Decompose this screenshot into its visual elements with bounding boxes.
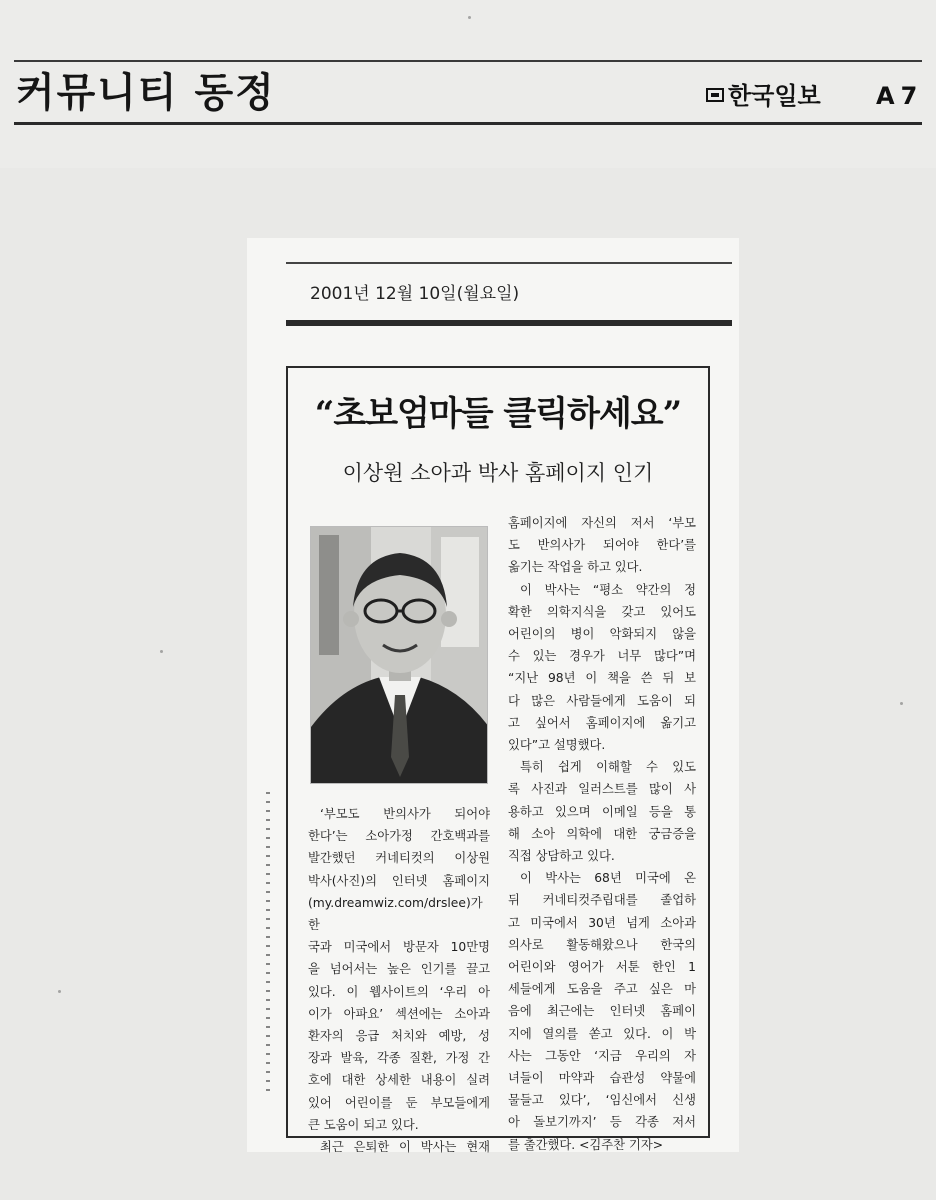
article-line: 록 사진과 일러스트를 많이 사 <box>508 782 696 797</box>
article-line: 용하고 있으며 이메일 등을 통 <box>508 804 696 819</box>
article-line: 녀들이 마약과 습관성 약물에 <box>508 1071 696 1086</box>
perforation-marks <box>266 792 270 1092</box>
article-line: 확한 의학지식을 갖고 있어도 <box>508 604 696 619</box>
article-line: 을 넘어서는 높은 인기를 끌고 <box>308 962 490 977</box>
article-line: 물들고 있다’, ‘임신에서 신생 <box>508 1093 696 1108</box>
date-rule-top <box>286 262 732 264</box>
article-line: (my.dreamwiz.com/drslee)가 한 <box>308 895 483 933</box>
article-right-column <box>508 512 696 1156</box>
article-line: 있다”고 설명했다. <box>508 738 606 753</box>
article-line: 있다. 이 웹사이트의 ‘우리 아 <box>308 984 490 999</box>
article-line: 수 있는 경우가 너무 많다”며 <box>508 649 696 664</box>
article-line: 큰 도움이 되고 있다. <box>308 1117 419 1132</box>
article-subhead: 이상원 소아과 박사 홈페이지 인기 <box>342 461 654 485</box>
article-line: 음에 최근에는 인터넷 홈페이 <box>508 1004 696 1019</box>
article-line: 호에 대한 상세한 내용이 실려 <box>308 1073 490 1088</box>
article-line: 박사(사진)의 인터넷 홈페이지 <box>308 873 490 888</box>
article-line: 특히 쉽게 이해할 수 있도 <box>520 760 696 775</box>
page-number: A7 <box>876 82 924 110</box>
article-line: 이가 아파요’ 섹션에는 소아과 <box>308 1006 490 1021</box>
article-line: 사는 그동안 ‘지금 우리의 자 <box>508 1048 696 1063</box>
article-line: 직접 상담하고 있다. <box>508 849 615 864</box>
article-line: 해 소아 의학에 대한 궁금증을 <box>508 826 696 841</box>
article-line: 한다’는 소아가정 간호백과를 <box>308 829 490 844</box>
dust-speck <box>160 650 163 653</box>
article-byline-line: 를 출간했다. <김주찬 기자> <box>508 1137 664 1152</box>
article-line: 의사로 활동해왔으나 한국의 <box>508 937 696 952</box>
article-line: 옮기는 작업을 하고 있다. <box>508 560 643 575</box>
article-line: 환자의 응급 처치와 예방, 성 <box>308 1029 490 1044</box>
article-line: 도 반의사가 되어야 한다’를 <box>508 538 696 553</box>
article-line: 아 돌보기까지’ 등 각종 저서 <box>508 1115 696 1130</box>
header-rule-top <box>14 60 922 62</box>
article-line: 이 박사는 “평소 약간의 정 <box>520 582 696 597</box>
portrait-illustration <box>311 527 488 784</box>
article-line: 지에 열의를 쏟고 있다. 이 박 <box>508 1026 696 1041</box>
article-line: 최근 은퇴한 이 박사는 현재 <box>320 1140 490 1155</box>
article-line: 장과 발육, 각종 질환, 가정 간 <box>308 1051 490 1066</box>
portrait-photo <box>310 526 488 784</box>
article-headline: “초보엄마들 클릭하세요” <box>314 394 682 434</box>
article-line: 뒤 커네티컷주립대를 졸업하 <box>508 893 696 908</box>
dust-speck <box>58 990 61 993</box>
article-line: 이 박사는 68년 미국에 온 <box>520 871 696 886</box>
article-line: 어린이의 병이 악화되지 않을 <box>508 627 696 642</box>
article-line: 고 싶어서 홈페이지에 옮기고 <box>508 715 696 730</box>
article-line: 발간했던 커네티컷의 이상원 <box>308 851 490 866</box>
article-line: 고 미국에서 30년 넘게 소아과 <box>508 915 696 930</box>
article-line: 어린이와 영어가 서툰 한인 1 <box>508 960 696 975</box>
article-line: “지난 98년 이 책을 쓴 뒤 보 <box>508 671 696 686</box>
article-line: 홈페이지에 자신의 저서 ‘부모 <box>508 516 696 530</box>
header-rule-bottom <box>14 122 922 125</box>
article-line: 있어 어린이를 둔 부모들에게 <box>308 1095 490 1110</box>
article-line: ‘부모도 반의사가 되어야 <box>320 807 490 821</box>
article-line: 세들에게 도움을 주고 싶은 마 <box>508 982 696 997</box>
dust-speck <box>468 16 471 19</box>
date-rule-bottom <box>286 320 732 326</box>
publication-date: 2001년 12월 10일(월요일) <box>310 284 520 304</box>
article-left-column <box>308 803 490 1158</box>
section-title: 커뮤니티 동정 <box>16 70 276 116</box>
newspaper-name: 한국일보 <box>728 81 821 110</box>
article-line: 국과 미국에서 방문자 10만명 <box>308 940 490 955</box>
dust-speck <box>900 702 903 705</box>
article-line: 다 많은 사람들에게 도움이 되 <box>508 693 696 708</box>
